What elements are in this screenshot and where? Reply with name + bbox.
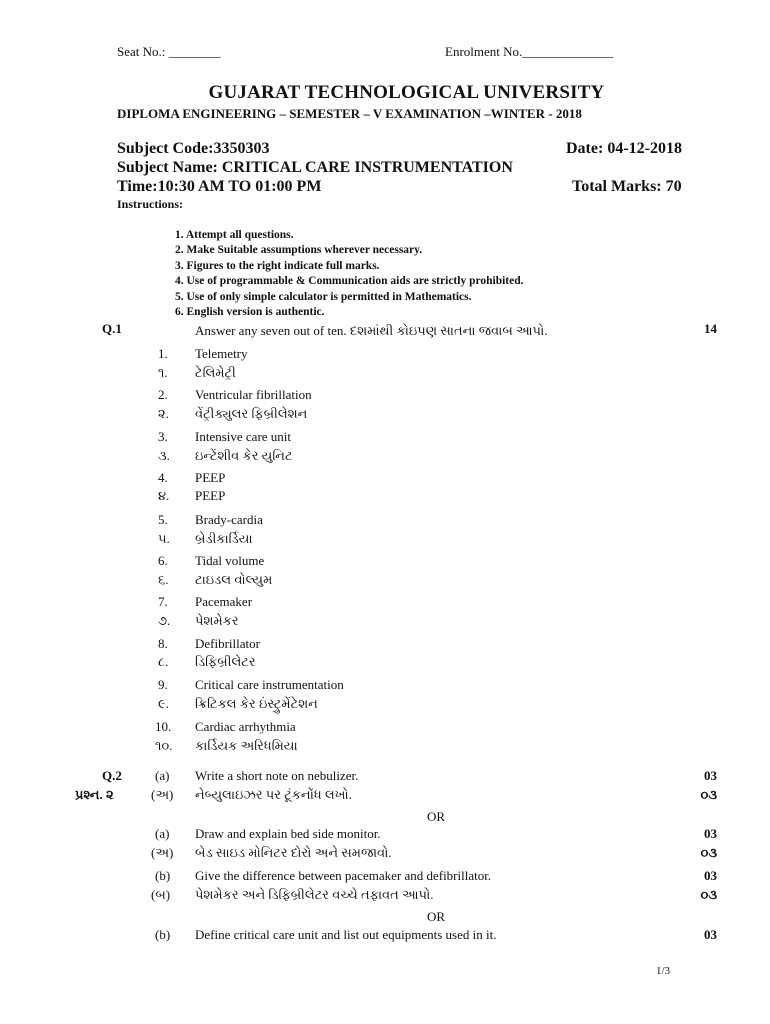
item-text-gujarati: ક્રિટિકલ કેર ઇંસ્ટ્રુમેંટેશન xyxy=(195,696,318,711)
subquestion-text: Write a short note on nebulizer. xyxy=(195,768,359,783)
item-number-gujarati: ૯. xyxy=(158,696,169,711)
or-separator: OR xyxy=(427,809,446,824)
subquestion-marks: 03 xyxy=(704,868,717,883)
instruction-item: 1. Attempt all questions. xyxy=(175,229,294,241)
item-number-gujarati: ૧૦. xyxy=(155,738,173,753)
item-text-gujarati: ઇન્ટેંશીવ કેર યુનિટ xyxy=(195,448,293,463)
item-number: 6. xyxy=(158,553,168,568)
item-text: Ventricular fibrillation xyxy=(195,387,312,402)
item-number-gujarati: ૭. xyxy=(158,613,171,628)
item-text-gujarati: વેંટ્રીક્યુલર ફિબ્રીલેશન xyxy=(195,406,308,421)
subquestion-marks-gujarati: ૦૩ xyxy=(700,845,717,860)
subquestion-marks: 03 xyxy=(704,768,717,783)
item-number-gujarati: ૩. xyxy=(158,448,170,463)
item-number: 7. xyxy=(158,594,168,609)
question-2-label: Q.2 xyxy=(102,768,122,783)
item-text-gujarati: ટાઇડલ વોલ્યુમ xyxy=(195,572,273,587)
item-number-gujarati: ૨. xyxy=(158,406,169,421)
instruction-item: 3. Figures to the right indicate full marks. xyxy=(175,260,380,272)
subquestion-marks: 03 xyxy=(704,826,717,841)
subquestion-text: Define critical care unit and list out equipments used in it. xyxy=(195,927,497,942)
item-text: Intensive care unit xyxy=(195,429,292,444)
item-text: Defibrillator xyxy=(195,636,260,651)
item-text-gujarati: PEEP xyxy=(195,488,226,503)
subquestion-label: (a) xyxy=(155,768,170,783)
item-text: PEEP xyxy=(195,470,226,485)
instruction-item: 6. English version is authentic. xyxy=(175,306,325,318)
subquestion-marks: 03 xyxy=(704,927,717,942)
page-number: 1/3 xyxy=(656,965,671,977)
question-2-label-gujarati: પ્રશ્ન. ૨ xyxy=(75,787,114,802)
subquestion-label: (a) xyxy=(155,826,170,841)
subject-code: Subject Code:3350303 xyxy=(117,140,270,157)
item-text-gujarati: પેશમેકર xyxy=(195,613,239,628)
exam-title: DIPLOMA ENGINEERING – SEMESTER – V EXAMINATION –WINTER - 2018 xyxy=(117,106,582,121)
item-number: 9. xyxy=(158,677,168,692)
subquestion-marks-gujarati: ૦૩ xyxy=(700,787,717,802)
item-text: Cardiac arrhythmia xyxy=(195,719,296,734)
item-text: Pacemaker xyxy=(195,594,253,609)
item-text-gujarati: કાર્ડિયક અરિધમિયા xyxy=(195,738,298,753)
item-text: Critical care instrumentation xyxy=(195,677,344,692)
item-number: 8. xyxy=(158,636,168,651)
item-number-gujarati: ૧. xyxy=(158,365,168,380)
question-1-label: Q.1 xyxy=(102,321,122,336)
question-1-instruction: Answer any seven out of ten. દશમાંથી કોઇપણ સાતના જવાબ આપો. xyxy=(195,323,548,338)
item-number: 3. xyxy=(158,429,168,444)
instruction-item: 5. Use of only simple calculator is permitted in Mathematics. xyxy=(175,291,472,303)
item-text-gujarati: બ્રેડીકાર્ડિયા xyxy=(195,531,253,546)
subquestion-marks-gujarati: ૦૩ xyxy=(700,887,717,902)
instruction-item: 2. Make Suitable assumptions wherever necessary. xyxy=(175,244,423,256)
total-marks: Total Marks: 70 xyxy=(572,178,682,195)
item-number-gujarati: ૫. xyxy=(158,531,170,546)
item-text-gujarati: ટેલિમેટ્રી xyxy=(195,365,236,380)
subquestion-text: Draw and explain bed side monitor. xyxy=(195,826,381,841)
exam-time: Time:10:30 AM TO 01:00 PM xyxy=(117,178,322,195)
subquestion-text-gujarati: પેશમેકર અને ડિફિબ્રીલેટર વચ્ચે તફાવત આપો. xyxy=(195,887,434,902)
subquestion-text-gujarati: બેડ સાઇડ મોનિટર દોરો અને સમજાવો. xyxy=(195,845,392,860)
item-number: 10. xyxy=(155,719,172,734)
enrolment-number-field: Enrolment No.______________ xyxy=(445,44,614,59)
instruction-item: 4. Use of programmable & Communication aids are strictly prohibited. xyxy=(175,275,524,287)
item-number: 4. xyxy=(158,470,168,485)
subquestion-label: (b) xyxy=(155,868,171,883)
instructions-title: Instructions: xyxy=(117,197,184,211)
item-number: 1. xyxy=(158,346,168,361)
item-text: Telemetry xyxy=(195,346,248,361)
item-number: 5. xyxy=(158,512,168,527)
item-number-gujarati: ૮. xyxy=(158,654,169,669)
university-title: GUJARAT TECHNOLOGICAL UNIVERSITY xyxy=(208,82,605,103)
subquestion-label-gujarati: (અ) xyxy=(151,845,174,860)
item-number-gujarati: ૬. xyxy=(158,572,169,587)
exam-date: Date: 04-12-2018 xyxy=(566,140,682,157)
seat-number-field: Seat No.: ________ xyxy=(117,44,221,59)
subquestion-label: (b) xyxy=(155,927,171,942)
subquestion-label-gujarati: (અ) xyxy=(151,787,174,802)
subquestion-text-gujarati: નેબ્યુલાઇઝર પર ટૂંકનોંધ લખો. xyxy=(195,787,352,802)
subquestion-label-gujarati: (બ) xyxy=(151,887,171,902)
question-1-marks: 14 xyxy=(704,321,717,336)
item-number: 2. xyxy=(158,387,168,402)
or-separator: OR xyxy=(427,909,446,924)
item-text: Brady-cardia xyxy=(195,512,263,527)
item-text-gujarati: ડિફિબ્રીલેટર xyxy=(195,654,256,669)
subquestion-text: Give the difference between pacemaker and defibrillator. xyxy=(195,868,492,883)
subject-name: Subject Name: CRITICAL CARE INSTRUMENTATION xyxy=(117,159,513,176)
item-text: Tidal volume xyxy=(195,553,265,568)
item-number-gujarati: ૪. xyxy=(158,488,170,503)
